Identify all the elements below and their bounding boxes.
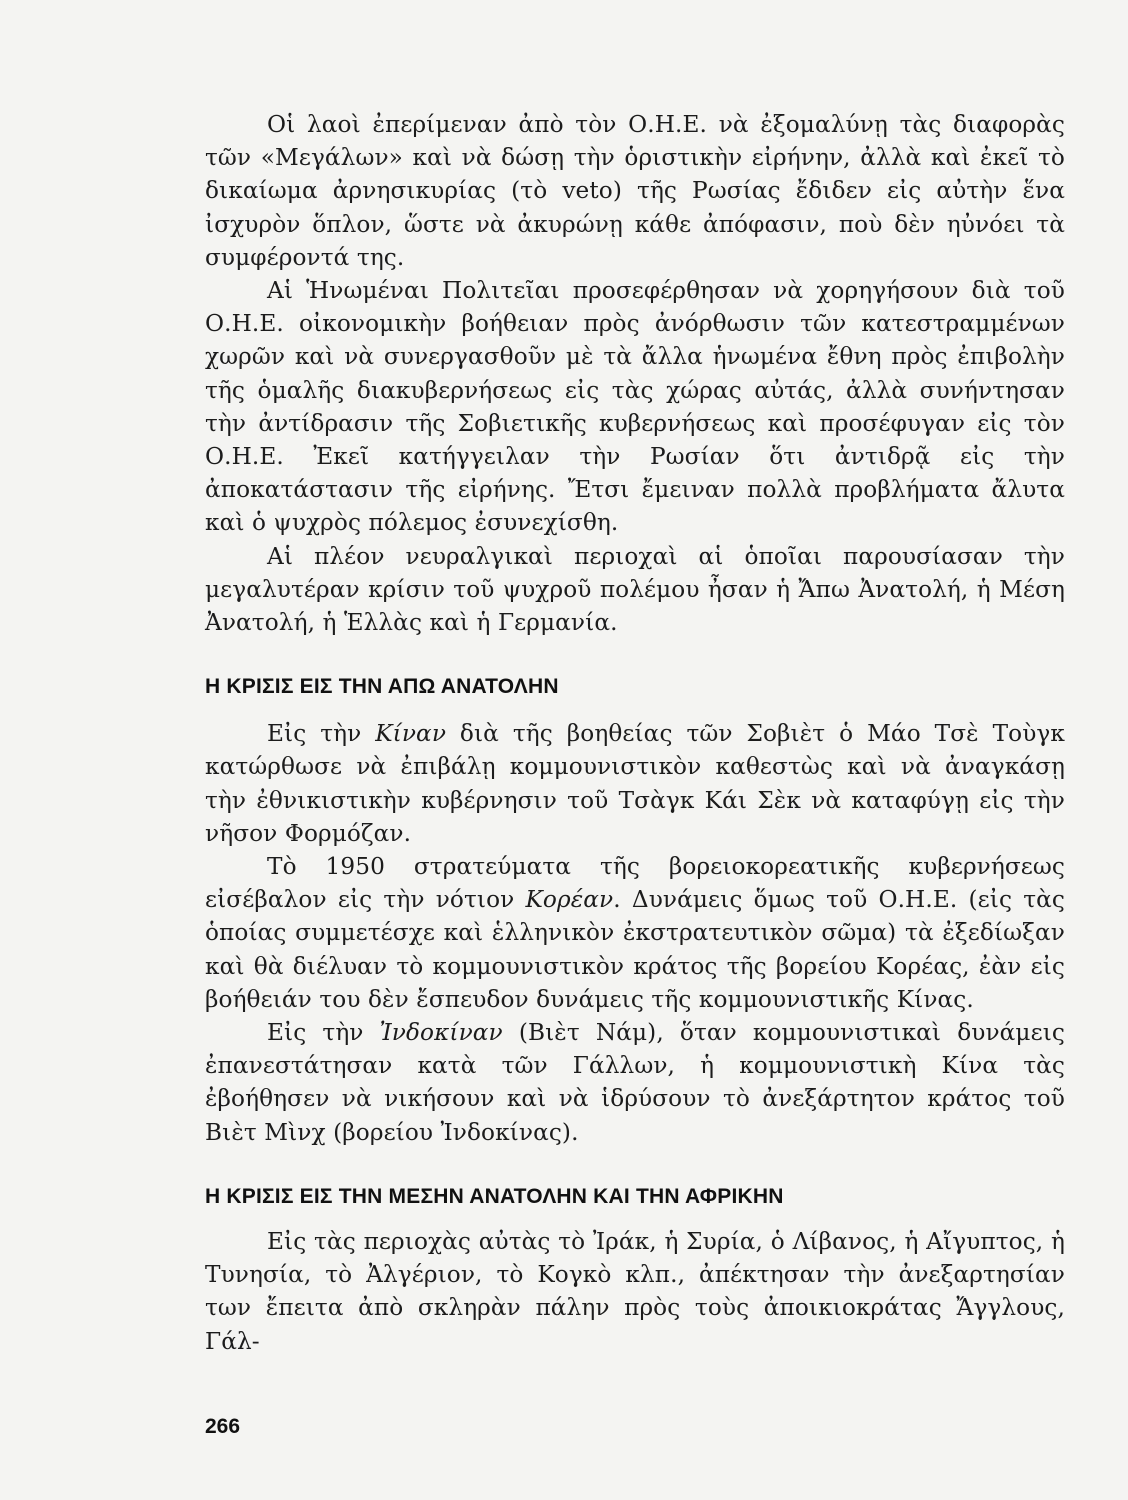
- paragraph-un-hopes: Οἱ λαοὶ ἐπερίμεναν ἀπὸ τὸν Ο.Η.Ε. νὰ ἐξομαλύνῃ τὰς διαφορὰς τῶν «Μεγάλων» καὶ νὰ δώσῃ τὴν ὁριστικὴν εἰρήνην, ἀλλὰ καὶ ἐκεῖ τὸ δικαίωμα ἀρνησικυρίας (τὸ veto) τῆς Ρωσίας ἔδιδεν εἰς αὐτὴν ἕνα ἰσχυρὸν ὅπλον, ὥστε νὰ ἀκυρώνῃ κάθε ἀπόφασιν, ποὺ δὲν ηὐνόει τὰ συμφέροντά της.: [205, 111, 1065, 271]
- paragraph-china: Εἰς τὴν Κίναν διὰ τῆς βοηθείας τῶν Σοβιὲτ ὁ Μάο Τσὲ Τοὺγκ κατώρθωσε νὰ ἐπιβάλῃ κομμουνιστικὸν καθεστὼς καὶ νὰ ἀναγκάσῃ τὴν ἐθνικιστικὴν κυβέρνησιν τοῦ Τσὰγκ Κάι Σὲκ νὰ καταφύγῃ εἰς τὴν νῆσον Φορμόζαν.: [205, 720, 1065, 847]
- paragraph-indochina: Εἰς τὴν Ἰνδοκίναν (Βιὲτ Νάμ), ὅταν κομμουνιστικαὶ δυνάμεις ἐπανεστάτησαν κατὰ τῶν Γάλλων, ἡ κομμουνιστικὴ Κίνα τὰς ἐβοήθησεν νὰ νικήσουν καὶ νὰ ἱδρύσουν τὸ ἀνεξάρτητον κράτος τοῦ Βιὲτ Μὶνχ (βορείου Ἰνδοκίνας).: [205, 1019, 1065, 1146]
- italic-term: Κίναν: [375, 720, 447, 748]
- paragraph-middle-east: Εἰς τὰς περιοχὰς αὐτὰς τὸ Ἰράκ, ἡ Συρία, ὁ Λίβανος, ἡ Αἴγυπτος, ἡ Τυνησία, τὸ Ἀλγέριον, τὸ Κογκὸ κλπ., ἀπέκτησαν τὴν ἀνεξαρτησίαν των ἔπειτα ἀπὸ σκληρὰν πάλην πρὸς τοὺς ἀποικιοκράτας Ἄγγλους, Γάλ-: [205, 1227, 1065, 1355]
- page-number: 266: [205, 1415, 241, 1438]
- paragraph-usa-aid: Αἱ Ἡνωμέναι Πολιτεῖαι προσεφέρθησαν νὰ χορηγήσουν διὰ τοῦ Ο.Η.Ε. οἰκονομικὴν βοήθειαν πρὸς ἀνόρθωσιν τῶν κατεστραμμένων χωρῶν καὶ νὰ συνεργασθοῦν μὲ τὰ ἄλλα ἡνωμένα ἔθνη πρὸς ἐπιβολὴν τῆς ὁμαλῆς διακυβερνήσεως εἰς τὰς χώρας αὐτάς, ἀλλὰ συνήντησαν τὴν ἀντίδρασιν τῆς Σοβιετικῆς κυβερνήσεως καὶ προσέφυγαν εἰς τὸν Ο.Η.Ε. Ἐκεῖ κατήγγειλαν τὴν Ρωσίαν ὅτι ἀντιδρᾷ εἰς τὴν ἀποκατάστασιν τῆς εἰρήνης. Ἔτσι ἔμειναν πολλὰ προβλήματα ἄλυτα καὶ ὁ ψυχρὸς πόλεμος ἐσυνεχίσθη.: [205, 277, 1065, 537]
- italic-term: Κορέαν: [525, 886, 614, 914]
- paragraph-sensitive-regions: Αἱ πλέον νευραλγικαὶ περιοχαὶ αἱ ὁποῖαι παρουσίασαν τὴν μεγαλυτέραν κρίσιν τοῦ ψυχροῦ πολέμου ἦσαν ἡ Ἄπω Ἀνατολή, ἡ Μέση Ἀνατολή, ἡ Ἑλλὰς καὶ ἡ Γερμανία.: [205, 542, 1065, 637]
- italic-term: Ἰνδοκίναν: [379, 1019, 503, 1047]
- page-body: [205, 108, 1065, 1358]
- section-heading-middle-east-africa: Η ΚΡΙΣΙΣ ΕΙΣ ΤΗΝ ΜΕΣΗΝ ΑΝΑΤΟΛΗΝ ΚΑΙ ΤΗΝ ΑΦΡΙΚΗΝ: [205, 1184, 784, 1208]
- section-heading-far-east: Η ΚΡΙΣΙΣ ΕΙΣ ΤΗΝ ΑΠΩ ΑΝΑΤΟΛΗΝ: [205, 675, 559, 699]
- paragraph-korea: Τὸ 1950 στρατεύματα τῆς βορειοκορεατικῆς κυβερνήσεως εἰσέβαλον εἰς τὴν νότιον Κορέαν. Δυνάμεις ὅμως τοῦ Ο.Η.Ε. (εἰς τὰς ὁποίας συμμετέσχε καὶ ἑλληνικὸν ἐκστρατευτικὸν σῶμα) τὰ ἐξεδίωξαν καὶ θὰ διέλυαν τὸ κομμουνιστικὸν κράτος τῆς βορείου Κορέας, ἐὰν εἰς βοήθειάν του δὲν ἔσπευδον δυνάμεις τῆς κομμουνιστικῆς Κίνας.: [205, 853, 1065, 1013]
